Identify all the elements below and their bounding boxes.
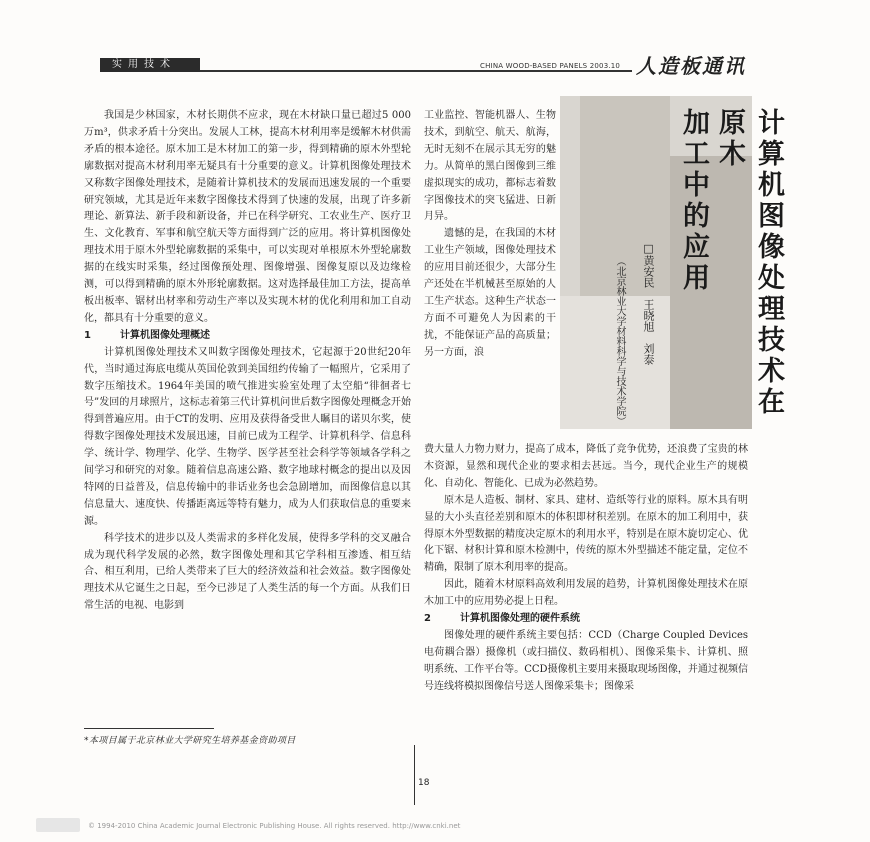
paragraph: 图像处理的硬件系统主要包括：CCD（Charge Coupled Devices电荷耦合器）摄像机（或扫描仪、数码相机）、图像采集卡、计算机、照明系统、工作平台等。CCD摄像机主要用来摄取现场图像，并通过视频信号连线将模拟图像信号送人图像采集卡；图像采: [424, 629, 748, 692]
header-rule: [200, 70, 632, 72]
article-authors: □黄安民 王晓旭 刘泰: [642, 242, 655, 365]
section-heading-text: 计算机图像处理的硬件系统: [460, 613, 580, 625]
paragraph: 工业监控、智能机器人、生物技术，到航空、航天、航海，无时无刻不在展示其无穷的魅力。从简单的黑白图像到三维虚拟现实的成功，都标志着数字图像技术的突飞猛进、日新月异。: [424, 110, 556, 223]
article-title-line1: 计算机图像处理技术在原木: [714, 108, 784, 418]
journal-name: CHINA WOOD-BASED PANELS 2003.10: [480, 62, 621, 70]
paragraph: 我国是少林国家，木材长期供不应求，现在木材缺口量已超过5 000万m³，供求矛盾十分突出。发展人工林，提高木材利用率是缓解木材供需矛盾的根本途径。原木加工是木材加工的第一步，得到精确的原木外型轮廓数据对提高木材利用率无疑具有十分重要的意义。计算机图像处理技术又称数字图像处理技术，是随着计算机技术的发展而迅速发展的一个重要研究领域，尤其是近年来数字图像技术得到了快速的发展，出现了许多新理论、新算法、新手段和新设备，并已在科学研究、工农业生产、医疗卫生、文化教育、军事和航空航天等方面得到广泛的应用。将计算机图像处理技术用于原木外型轮廓数据的采集中，可以实现对单根原木外型轮廓数据的在线实时采集，经过图像预处理、图像增强、图像复原以及边缘检测，可以得到精确的原木外形轮廓数据。这对选择最佳加工方法，提高单板出板率、锯材出材率和劳动生产率以及实现木材的优化利用和加工自动化，都具有十分重要的意义。: [84, 110, 411, 324]
page-divider: [414, 745, 415, 805]
paragraph: 费大量人力物力财力，提高了成本，降低了竞争优势，还浪费了宝贵的林木资源，显然和现代企业的要求相去甚远。当今，现代企业生产的规模化、自动化、智能化、已成为必然趋势。: [424, 444, 748, 489]
footnote-rule: [84, 728, 214, 729]
paragraph: 计算机图像处理技术又叫数字图像处理技术，它起源于20世纪20年代，当时通过海底电缆从英国伦敦到美国纽约传输了一幅照片，它采用了数字压缩技术。1964年美国的喷气推进实验室处理了太空船“徘徊者七号”发回的月球照片，这标志着第三代计算机问世后数字图像处理概念开始得到普遍应用。由于CT的发明、应用及获得备受世人瞩目的诺贝尔奖，使得数字图像处理技术发展迅速，目前已成为工程学、计算机科学、信息科学、统计学、物理学、化学、生物学、医学甚至社会科学等领域各学科之间学习和研究的对象。随着信息高速公路、数字地球村概念的提出以及因特网的日益普及，信息传输中的非话业务也会急剧增加，而图像信息以其信息量大、速度快、传播距离远等特有魅力，成为人们获取信息的重要来源。: [84, 346, 411, 527]
title-box: [560, 96, 784, 429]
article-affiliation: （北京林业大学材料科学与技术学院）: [614, 256, 625, 426]
cnki-logo-icon: [36, 818, 80, 832]
footnote: *本项目属于北京林业大学研究生培养基金资助项目: [84, 736, 296, 746]
left-column: [84, 108, 411, 615]
section-label: 实用技术: [100, 58, 200, 72]
paragraph: 遗憾的是，在我国的木材工业生产领域，图像处理技术的应用目前还很少，大部分生产还处在半机械甚至原始的人工生产状态。这种生产状态一方面不可避免人为因素的干扰，不能保证产品的高质量；另一方面，浪: [424, 228, 556, 358]
page-number: 18: [418, 778, 430, 788]
right-column: [424, 442, 748, 696]
section-heading-text: 计算机图像处理概述: [120, 329, 210, 341]
article-title-line2: 加工中的应用: [678, 108, 709, 294]
copyright-notice: © 1994-2010 China Academic Journal Electronic Publishing House. All rights reserved. http://www.cnki.net: [88, 822, 461, 830]
section-heading: [84, 328, 411, 345]
section-number: 1: [84, 329, 91, 341]
section-heading: [424, 611, 748, 628]
journal-logo: 人造板通讯: [636, 54, 746, 78]
paragraph: 因此，随着木材原料高效利用发展的趋势，计算机图像处理技术在原木加工中的应用势必提上日程。: [424, 579, 748, 608]
paragraph: 原木是人造板、制材、家具、建材、造纸等行业的原料。原木具有明显的大小头直径差别和原木的体积即材积差别。在原木的加工利用中，获得原木外型数据的精度决定原木的利用水平，特别是在原木旋切定心、优化下锯、材积计算和原木检测中，传统的原木外型描述不能定量，定位不精确，限制了原木利用率的提高。: [424, 494, 748, 574]
section-number: 2: [424, 613, 431, 625]
right-column-wrap: [424, 108, 556, 362]
paragraph: 科学技术的进步以及人类需求的多样化发展，使得多学科的交叉融合成为现代科学发展的必然，数字图像处理和其它学科相互渗透、相互结合、相互利用，已给人类带来了巨大的经济效益和社会效益。数字图像处理技术从它诞生之日起，至今已涉足了人类生活的每一个方面。从我们日常生活的电视、电影到: [84, 532, 411, 612]
